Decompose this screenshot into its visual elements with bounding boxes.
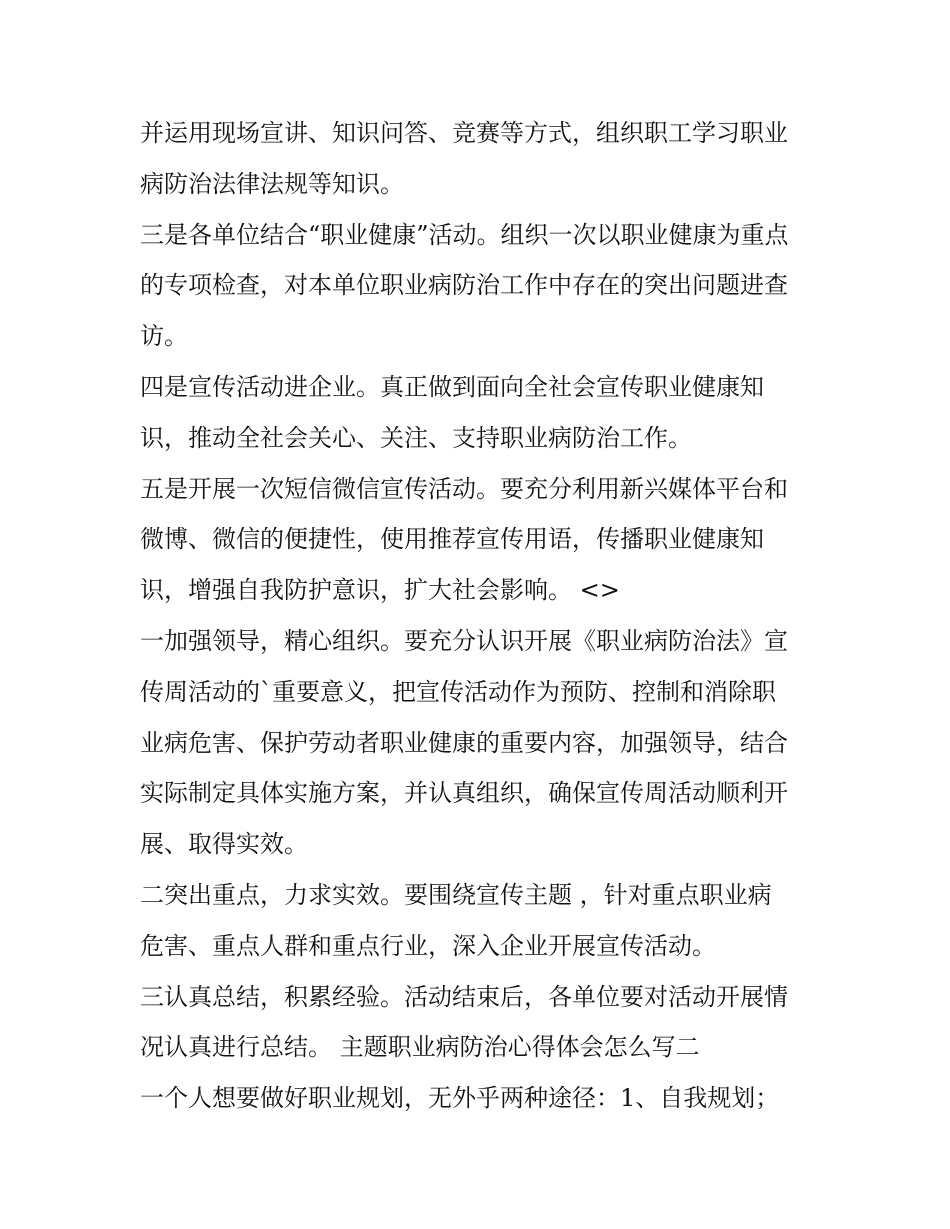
text-line: 危害、重点人群和重点行业，深入企业开展宣传活动。	[140, 931, 716, 960]
text-line: 展、取得实效。	[140, 830, 308, 859]
text-line: 三是各单位结合“职业健康”活动。组织一次以职业健康为重点	[140, 220, 789, 249]
text-line: 二突出重点，力求实效。要围绕宣传主题 ，针对重点职业病	[140, 880, 772, 909]
text-line: 病防治法律法规等知识。	[140, 169, 404, 198]
text-line: 微博、微信的便捷性，使用推荐宣传用语，传播职业健康知	[140, 525, 764, 554]
text-line: 传周活动的`重要意义，把宣传活动作为预防、控制和消除职	[140, 677, 776, 706]
text-line: 五是开展一次短信微信宣传活动。要充分利用新兴媒体平台和	[140, 474, 788, 503]
text-line: 一加强领导，精心组织。要充分认识开展《职业病防治法》宣	[140, 626, 788, 655]
text-line: 四是宣传活动进企业。真正做到面向全社会宣传职业健康知	[140, 372, 764, 401]
text-line: 三认真总结，积累经验。活动结束后，各单位要对活动开展情	[140, 982, 788, 1011]
text-line: 的专项检查，对本单位职业病防治工作中存在的突出问题进查	[140, 271, 788, 300]
text-line: 业病危害、保护劳动者职业健康的重要内容，加强领导，结合	[140, 728, 788, 757]
text-line: 一个人想要做好职业规划，无外乎两种途径：1、自我规划；	[140, 1084, 780, 1113]
document-body	[140, 108, 820, 1124]
text-line: 识，推动全社会关心、关注、支持职业病防治工作。	[140, 423, 692, 452]
text-line: 并运用现场宣讲、知识问答、竞赛等方式，组织职工学习职业	[140, 119, 788, 147]
text-line: 况认真进行总结。 主题职业病防治心得体会怎么写二	[140, 1033, 700, 1062]
text-line: 实际制定具体实施方案，并认真组织，确保宣传周活动顺利开	[140, 779, 788, 808]
text-line: 识，增强自我防护意识，扩大社会影响。 <>	[140, 576, 620, 605]
text-line: 访。	[140, 322, 188, 351]
